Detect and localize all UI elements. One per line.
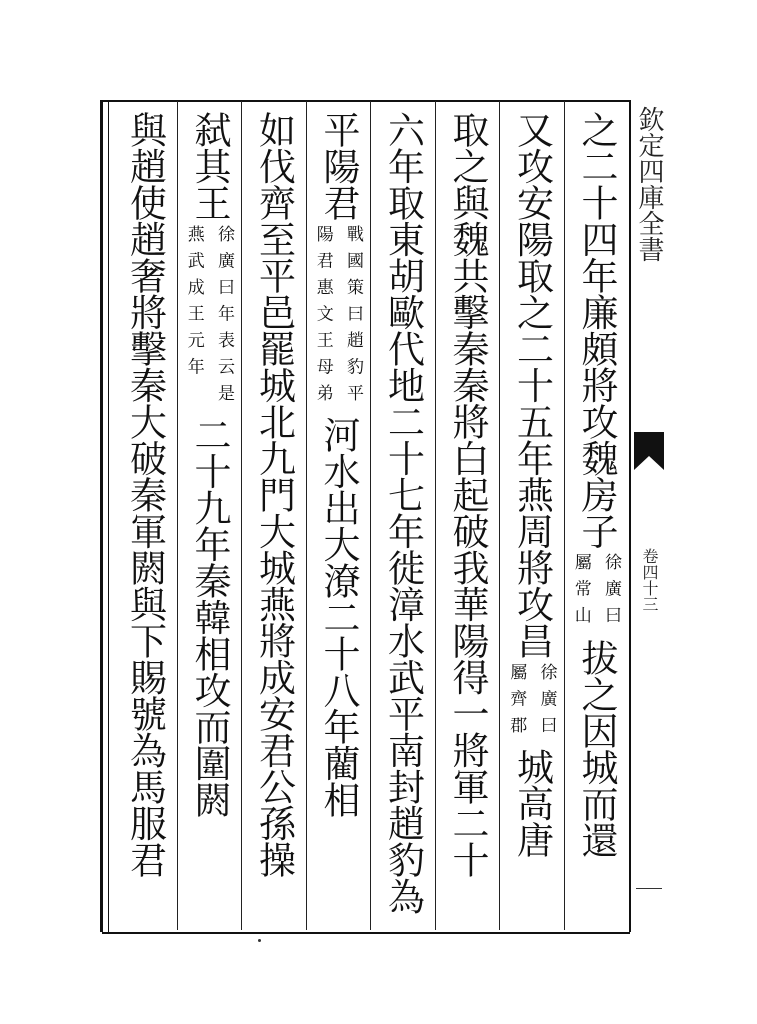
- frame-border-right: [629, 100, 631, 932]
- main-text: 六年取東胡歐代地二十七年徙漳水武平南封趙豹為: [381, 111, 425, 914]
- column-rule: [241, 101, 242, 930]
- main-text: 又攻安陽取之二十五年燕周將攻昌: [510, 111, 554, 659]
- annotation-right: 徐廣曰年表云是: [214, 224, 234, 410]
- page-speck: [258, 939, 261, 942]
- column-rule: [499, 101, 500, 930]
- annotation-right: 徐廣曰: [536, 662, 557, 742]
- text-column: [243, 103, 304, 927]
- frame-border-left-inner: [108, 100, 109, 932]
- main-text: 城高唐: [510, 748, 554, 858]
- annotation-right: 徐廣曰: [601, 553, 621, 633]
- column-rule: [564, 101, 565, 930]
- fishtail-mark: [632, 430, 666, 474]
- column-rule: [370, 101, 371, 930]
- text-column: [501, 103, 562, 927]
- annotation-left: 屬齊郡: [506, 662, 527, 742]
- annotation-right: 戰國策曰趙豹平: [343, 224, 363, 410]
- text-column: [114, 103, 175, 927]
- main-text: 與趙使趙奢將擊秦大破秦軍閼與下賜號為馬服君: [123, 111, 167, 878]
- frame-border-left: [100, 100, 103, 932]
- text-column: [437, 103, 498, 927]
- column-rule: [435, 101, 436, 930]
- main-text: 之二十四年廉頗將攻魏房子: [575, 111, 618, 549]
- column-rule: [177, 101, 178, 930]
- annotation-left: 陽君惠文王母弟: [312, 224, 333, 410]
- main-text: 河水出大潦二十八年藺相: [317, 416, 360, 818]
- margin-tick: [636, 888, 662, 889]
- annotation-left: 屬常山: [570, 553, 591, 633]
- main-text: 二十九年秦韓相攻而圍閼: [188, 416, 231, 818]
- text-column: [566, 103, 627, 927]
- main-text: 平陽君: [317, 111, 360, 221]
- text-column: [308, 103, 369, 927]
- main-text: 取之與魏共擊秦秦將白起破我華陽得一將軍二十: [446, 111, 489, 878]
- volume-number: 卷四十三: [640, 548, 659, 612]
- text-column: [179, 103, 240, 927]
- book-title: 欽定四庫全書: [634, 106, 664, 262]
- text-column: [372, 103, 433, 927]
- annotation-left: 燕武成王元年: [183, 224, 204, 384]
- main-text: 如伐齊至平邑罷城北九門大城燕將成安君公孫操: [252, 111, 296, 878]
- page-margin-column: [632, 100, 666, 932]
- column-rule: [306, 101, 307, 930]
- main-text: 拔之因城而還: [575, 638, 618, 858]
- main-text: 弑其王: [188, 111, 231, 221]
